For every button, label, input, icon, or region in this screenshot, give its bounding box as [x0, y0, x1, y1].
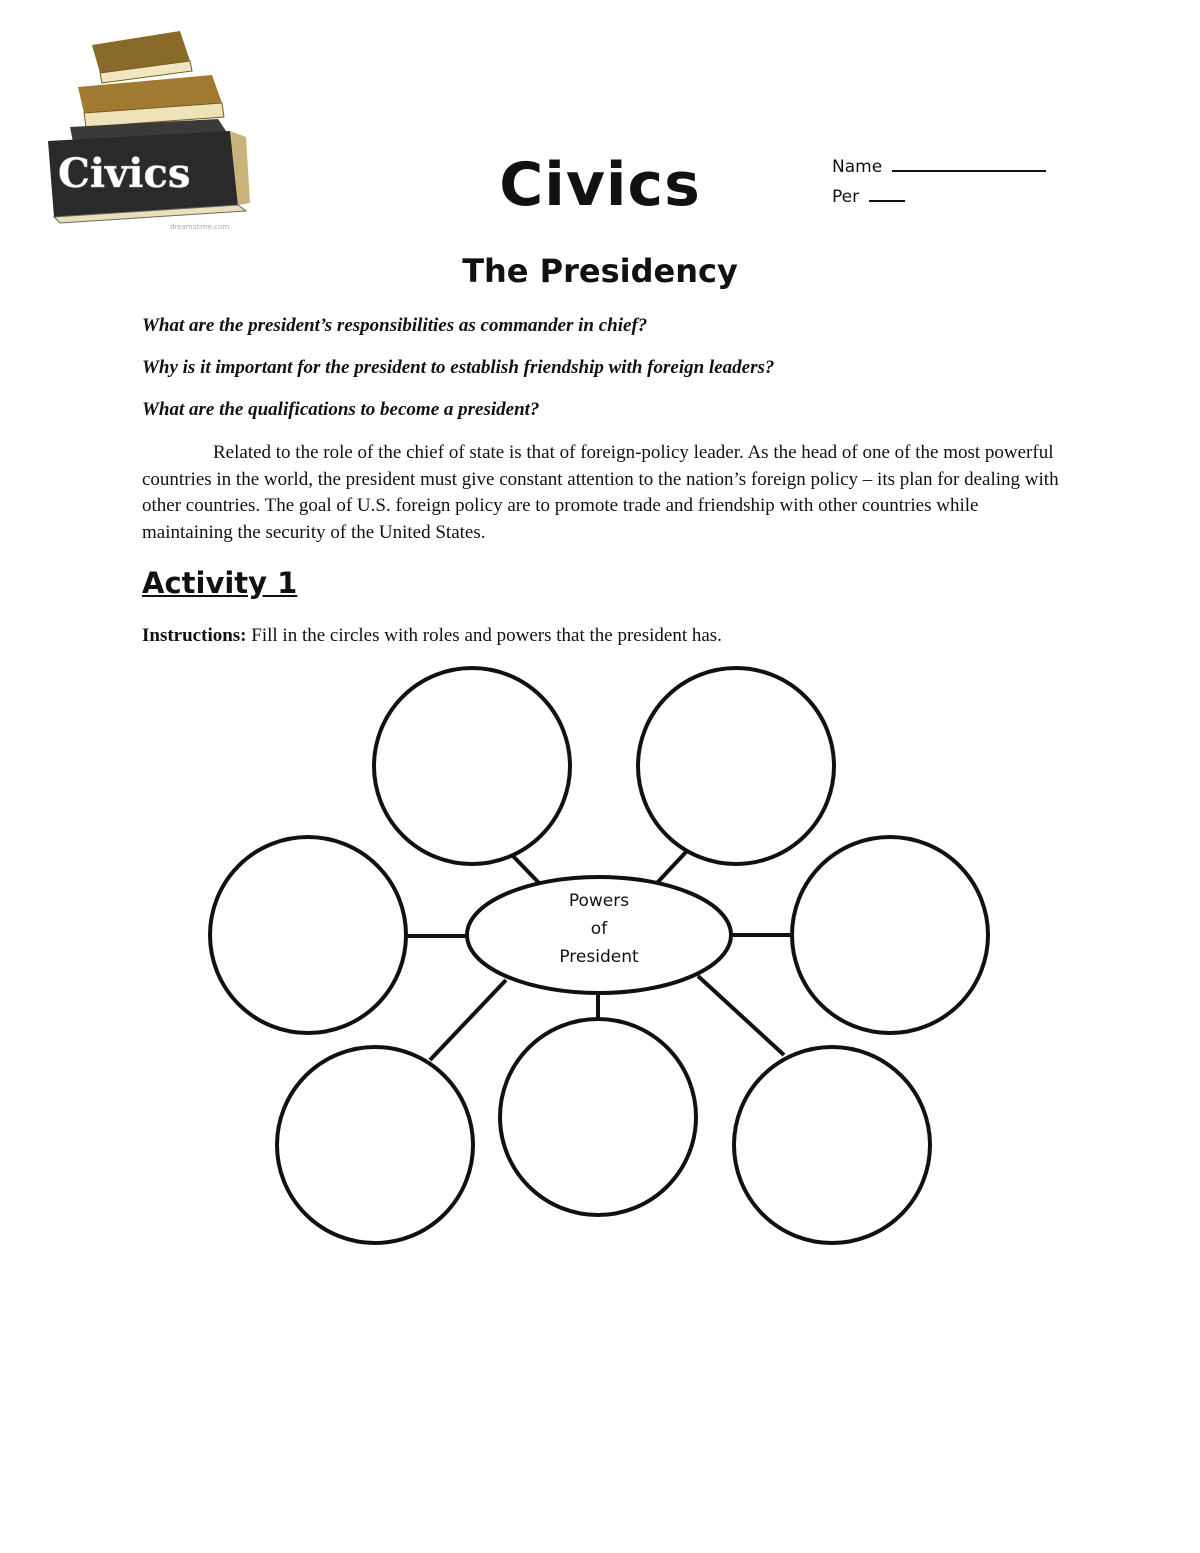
answer-circle-1[interactable] — [374, 668, 570, 864]
answer-circle-3[interactable] — [210, 837, 406, 1033]
period-label: Per — [832, 187, 860, 207]
center-label-line-3: President — [559, 947, 639, 967]
center-label-line-1: Powers — [568, 891, 630, 911]
answer-circle-6[interactable] — [500, 1019, 696, 1215]
connector-line — [698, 976, 784, 1055]
center-label-line-2: of — [590, 919, 608, 939]
guiding-question-1: What are the president’s responsibilities as commander in chief? — [142, 315, 648, 336]
logo-watermark: dreamstime.com — [170, 223, 230, 231]
answer-circle-2[interactable] — [638, 668, 834, 864]
worksheet-title: Civics — [499, 150, 701, 220]
name-label: Name — [832, 157, 883, 177]
guiding-question-2: Why is it important for the president to establish friendship with foreign leaders? — [142, 357, 775, 378]
answer-circle-5[interactable] — [277, 1047, 473, 1243]
answer-circle-4[interactable] — [792, 837, 988, 1033]
page-subtitle: The Presidency — [462, 252, 738, 290]
connector-line — [430, 980, 506, 1060]
activity-heading: Activity 1 — [142, 566, 298, 600]
connector-line — [656, 852, 686, 884]
instructions-label: Instructions: — [142, 625, 247, 646]
instructions-text: Fill in the circles with roles and powers that the president has. — [246, 625, 722, 646]
reading-paragraph: Related to the role of the chief of state is that of foreign-policy leader. As the head of one of the most powerful countries in the world, the president must give constant attention to the nation’s foreign policy – its plan for dealing with other countries. The goal of U.S. foreign policy are to promote trade and friendship with other countries while maintaining the security of the United States. — [142, 442, 1059, 543]
connector-line — [512, 855, 540, 884]
answer-circle-7[interactable] — [734, 1047, 930, 1243]
logo-text: Civics — [58, 150, 191, 197]
guiding-question-3: What are the qualifications to become a president? — [142, 399, 540, 420]
